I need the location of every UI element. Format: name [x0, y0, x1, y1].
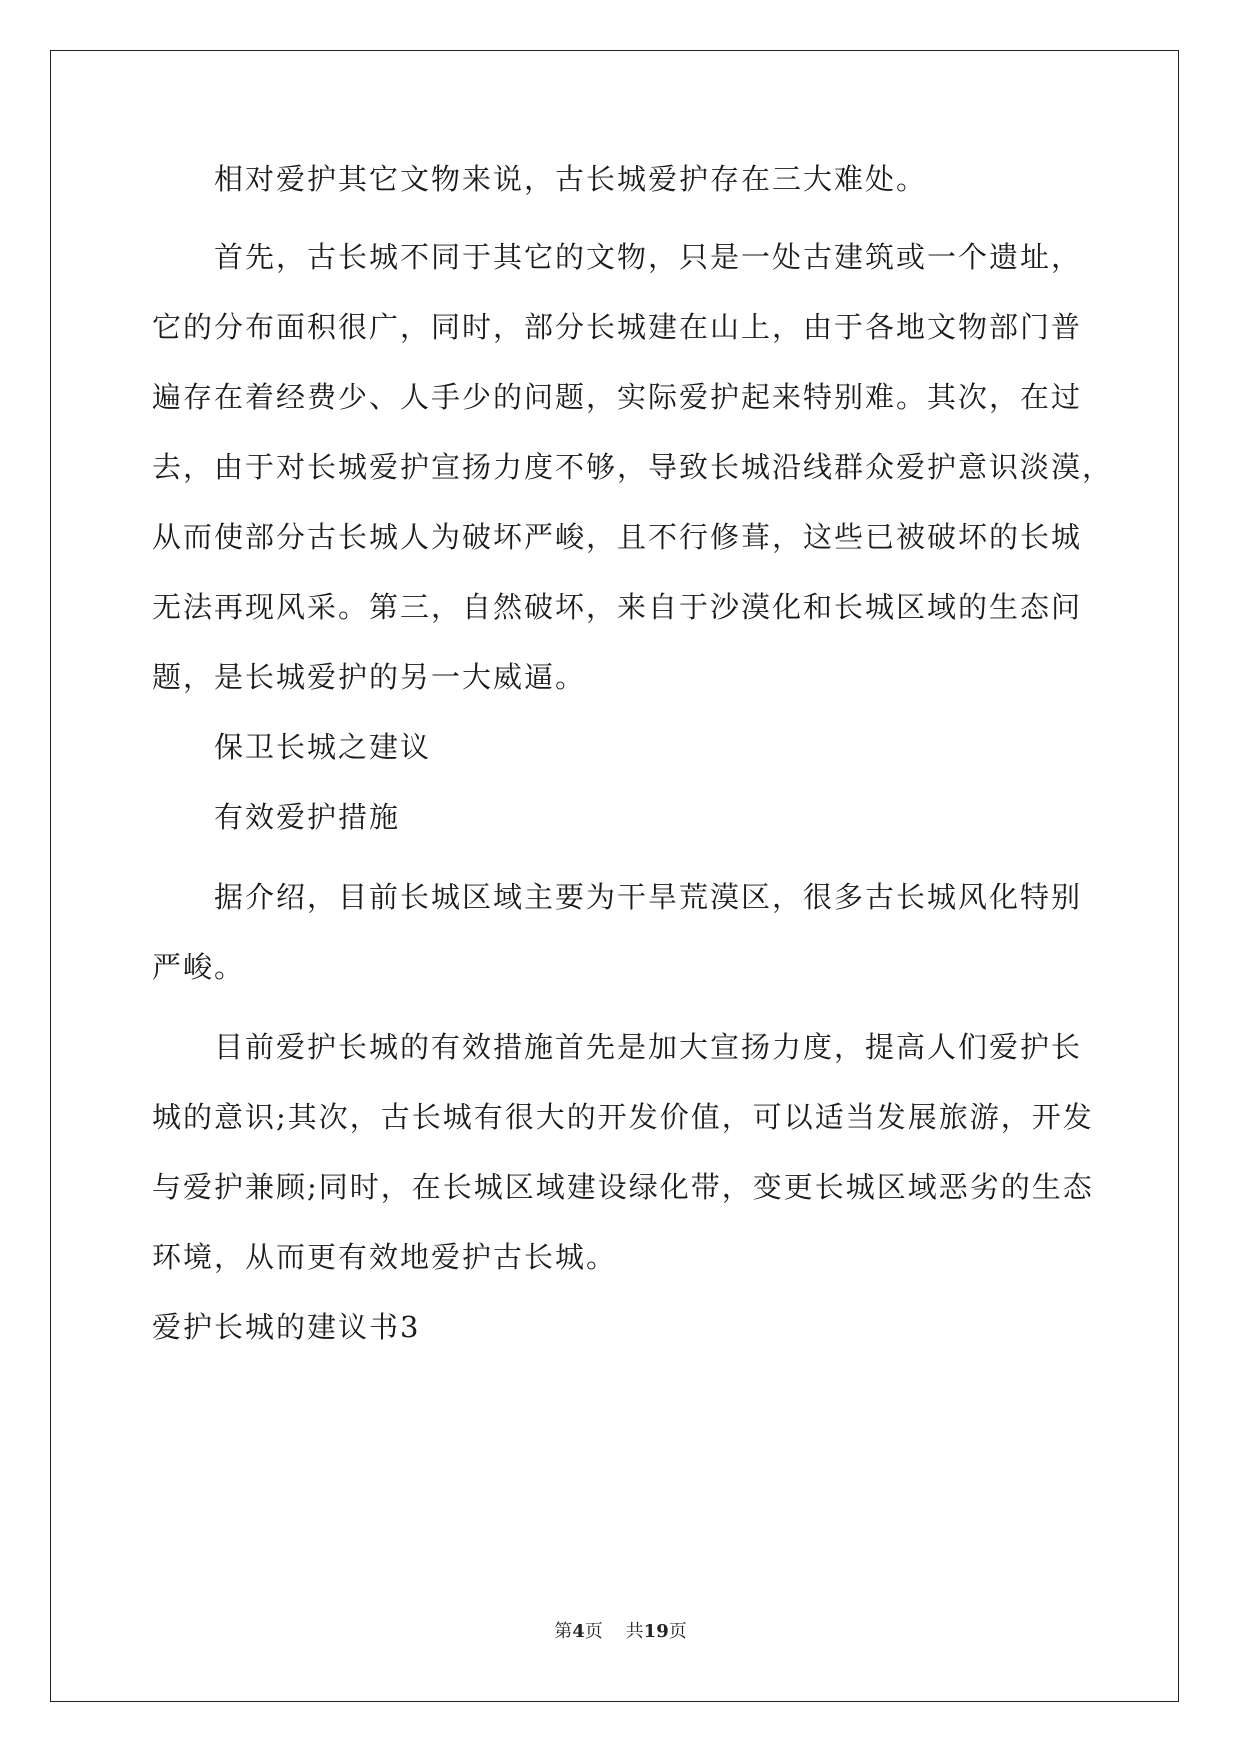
page-prefix: 第	[554, 1621, 573, 1642]
paragraph-line: 首先，古长城不同于其它的文物，只是一处古建筑或一个遗址，	[214, 240, 1083, 274]
paragraph-line: 相对爱护其它文物来说，古长城爱护存在三大难处。	[214, 162, 928, 196]
paragraph-line: 去，由于对长城爱护宣扬力度不够，导致长城沿线群众爱护意识淡漠，	[152, 450, 1114, 484]
section-heading: 保卫长城之建议	[214, 730, 432, 764]
paragraph-line: 严峻。	[152, 950, 246, 984]
total-prefix: 共	[625, 1621, 644, 1642]
paragraph-line: 与爱护兼顾;同时，在长城区域建设绿化带，变更长城区域恶劣的生态	[152, 1170, 1094, 1204]
page-number: 4	[572, 1621, 585, 1642]
paragraph-line: 题，是长城爱护的另一大威逼。	[152, 660, 587, 694]
page-footer	[0, 1617, 1241, 1643]
paragraph-line: 遍存在着经费少、人手少的问题，实际爱护起来特别难。其次，在过	[152, 380, 1083, 414]
paragraph-line: 据介绍，目前长城区域主要为干旱荒漠区，很多古长城风化特别	[214, 880, 1083, 914]
document-heading: 爱护长城的建议书3	[152, 1310, 421, 1344]
page-suffix: 页	[584, 1621, 603, 1642]
paragraph-line: 从而使部分古长城人为破坏严峻，且不行修葺，这些已被破坏的长城	[152, 520, 1083, 554]
total-suffix: 页	[668, 1621, 687, 1642]
page-frame	[50, 50, 1179, 1702]
paragraph-line: 城的意识;其次，古长城有很大的开发价值，可以适当发展旅游，开发	[152, 1100, 1094, 1134]
section-subheading: 有效爱护措施	[214, 800, 401, 834]
paragraph-line: 无法再现风采。第三，自然破坏，来自于沙漠化和长城区域的生态问	[152, 590, 1083, 624]
paragraph-line: 目前爱护长城的有效措施首先是加大宣扬力度，提高人们爱护长	[214, 1030, 1083, 1064]
total-pages: 19	[643, 1621, 669, 1642]
paragraph-line: 环境，从而更有效地爱护古长城。	[152, 1240, 618, 1274]
paragraph-line: 它的分布面积很广，同时，部分长城建在山上，由于各地文物部门普	[152, 310, 1083, 344]
